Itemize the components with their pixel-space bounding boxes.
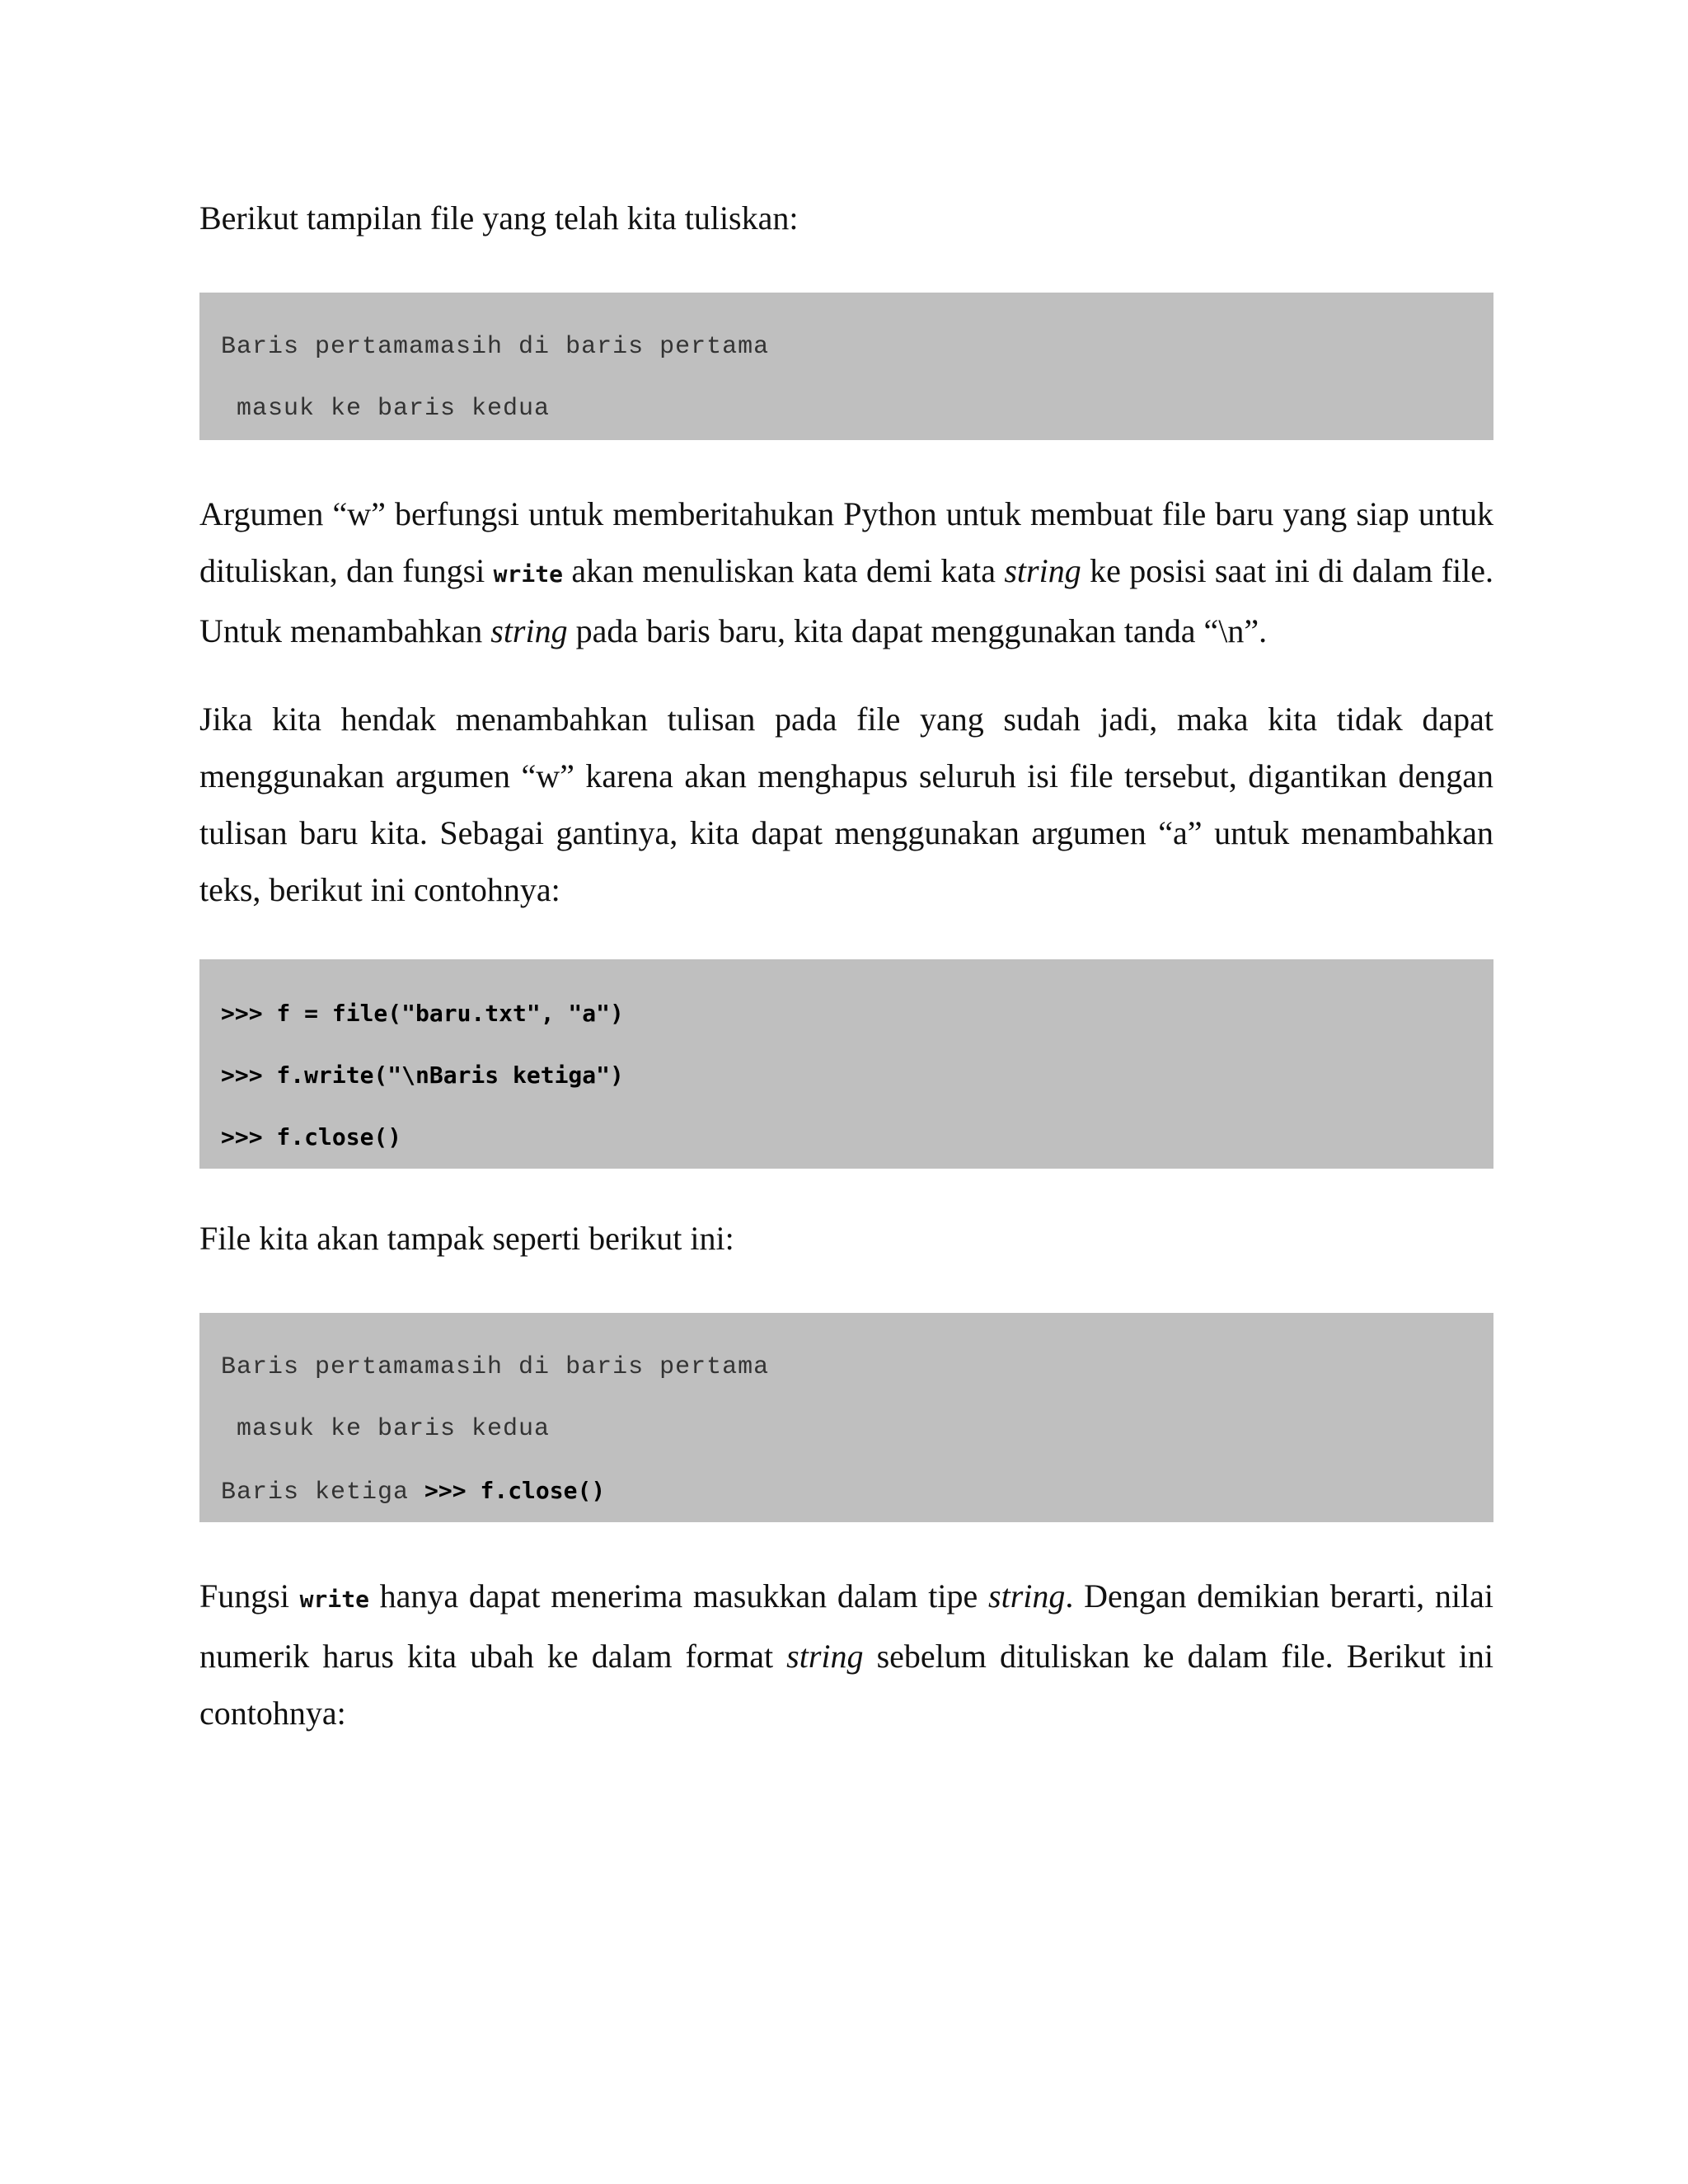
code-line: masuk ke baris kedua — [221, 395, 551, 423]
code-line: >>> f = file("baru.txt", "a") — [221, 1000, 624, 1027]
text-span: akan menuliskan kata demi kata — [562, 552, 1005, 589]
code-line: >>> f.close() — [221, 1123, 402, 1151]
text-span: ke posisi saat ini di dalam file. Untuk menambahkan — [199, 552, 1493, 649]
intro-paragraph: Berikut tampilan file yang telah kita tuliskan: — [199, 199, 799, 237]
inline-code-write: write — [493, 560, 563, 588]
text-span: Argumen “w” berfungsi untuk memberitahukan Python untuk membuat file baru yang siap untuk dituliskan, dan fungsi — [199, 495, 1493, 589]
text-span: sebelum dituliskan ke dalam file. Berikut ini contohnya: — [199, 1638, 1493, 1732]
argumen-paragraph — [199, 485, 1493, 659]
code-line: masuk ke baris kedua — [221, 1415, 551, 1443]
text-span: . Dengan demikian berarti, nilai numerik harus kita ubah ke dalam format — [199, 1577, 1493, 1675]
file-output-block-1 — [199, 293, 1493, 440]
file-output-block-2 — [199, 1313, 1493, 1522]
code-line: Baris pertamamasih di baris pertama — [221, 333, 770, 361]
fungsi-paragraph — [199, 1568, 1493, 1741]
code-line: >>> f.write("\nBaris ketiga") — [221, 1062, 624, 1089]
python-code-block — [199, 959, 1493, 1169]
code-line-mixed — [221, 1474, 1472, 1507]
page-content — [199, 190, 1493, 1741]
inline-code-write: write — [299, 1586, 369, 1613]
jika-paragraph: Jika kita hendak menambahkan tulisan pada file yang sudah jadi, maka kita tidak dapat menggunakan argumen “w” karena akan menghapus seluruh isi file tersebut, digantikan dengan tulisan baru kita. Sebagai gantinya, kita dapat menggunakan argumen “a” untuk menambahkan teks, berikut ini contohnya: — [199, 701, 1493, 908]
emphasis-string: string — [988, 1577, 1066, 1615]
code-text: Baris ketiga — [221, 1479, 425, 1507]
text-span: Fungsi — [199, 1577, 300, 1615]
file-intro-paragraph: File kita akan tampak seperti berikut ini: — [199, 1220, 734, 1257]
code-line: Baris pertamamasih di baris pertama — [221, 1353, 770, 1381]
text-span: hanya dapat menerima masukkan dalam tipe — [368, 1577, 989, 1615]
code-text-bold: >>> f.close() — [424, 1477, 606, 1504]
emphasis-string: string — [786, 1638, 864, 1675]
emphasis-string: string — [490, 612, 568, 649]
emphasis-string: string — [1004, 552, 1081, 589]
text-span: pada baris baru, kita dapat menggunakan tanda “\n”. — [567, 612, 1268, 649]
